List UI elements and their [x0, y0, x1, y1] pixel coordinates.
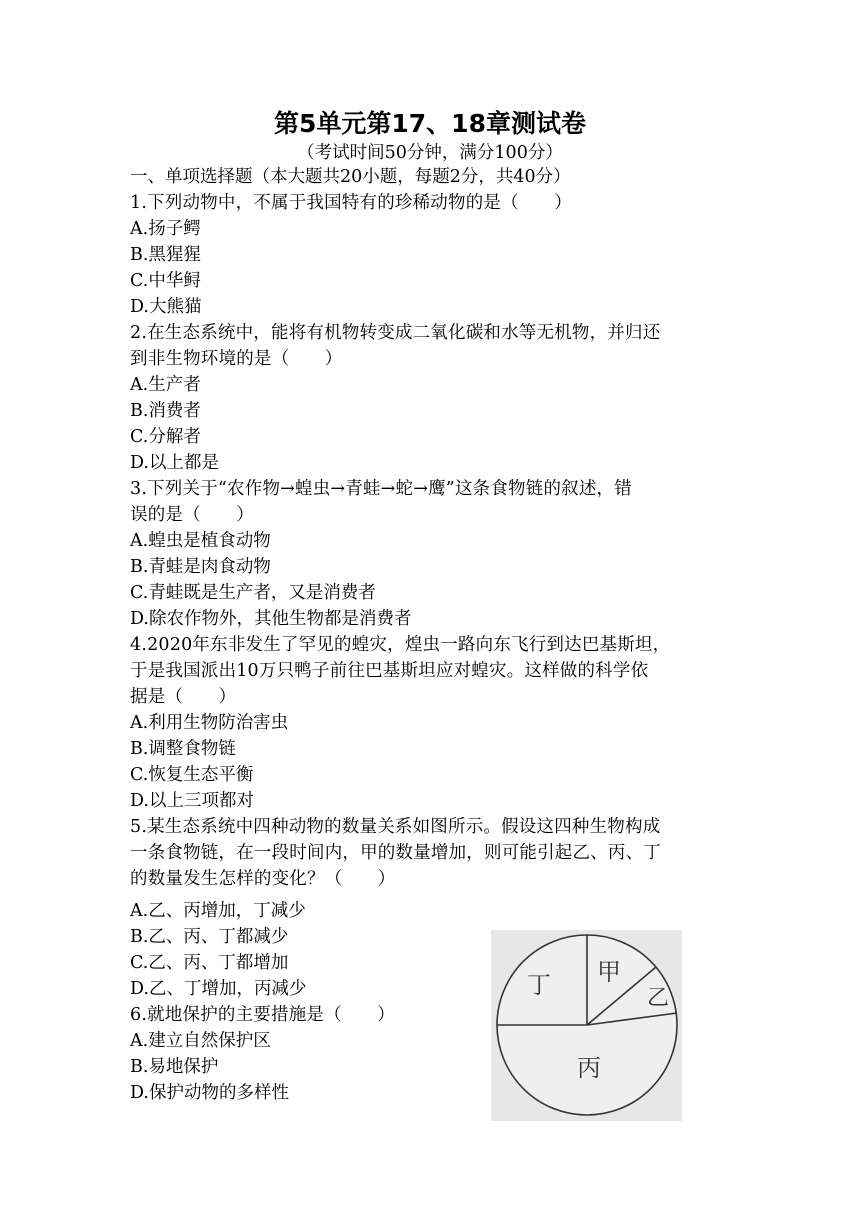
question-4-option-b: B.调整食物链: [130, 739, 236, 759]
question-2-stem-line-2: 到非生物环境的是（ ）: [130, 349, 343, 369]
question-2-option-d: D.以上都是: [130, 453, 219, 473]
question-6-option-d: D.保护动物的多样性: [130, 1083, 289, 1103]
question-3-option-a: A.蝗虫是植食动物: [130, 531, 271, 551]
question-3-option-d: D.除农作物外，其他生物都是消费者: [130, 609, 412, 629]
question-4-option-a: A.利用生物防治害虫: [130, 713, 289, 733]
section-heading: 一、单项选择题（本大题共20小题，每题2分，共40分）: [130, 167, 571, 187]
question-2-stem-line-1: 2.在生态系统中，能将有机物转变成二氧化碳和水等无机物，并归还: [130, 323, 661, 343]
question-3-stem-line-1: 3.下列关于“农作物→蝗虫→青蛙→蛇→鹰”这条食物链的叙述，错: [130, 479, 632, 499]
question-5-option-c: C.乙、丙、丁都增加: [130, 953, 289, 973]
question-6-option-a: A.建立自然保护区: [130, 1031, 271, 1051]
question-3-option-c: C.青蛙既是生产者，又是消费者: [130, 583, 376, 603]
question-2-option-a: A.生产者: [130, 375, 201, 395]
question-4-option-c: C.恢复生态平衡: [130, 765, 254, 785]
question-1-option-a: A.扬子鳄: [130, 219, 201, 239]
population-pie-figure: [491, 930, 682, 1121]
pie-label-bing: 丙: [577, 1054, 601, 1082]
question-1-stem: 1.下列动物中，不属于我国特有的珍稀动物的是（ ）: [130, 193, 572, 213]
question-5-option-b: B.乙、丙、丁都减少: [130, 927, 289, 947]
question-2-option-b: B.消费者: [130, 401, 201, 421]
question-5-option-a: A.乙、丙增加，丁减少: [130, 901, 306, 921]
question-5-stem-line-2: 一条食物链，在一段时间内，甲的数量增加，则可能引起乙、丙、丁: [130, 843, 661, 863]
question-4-option-d: D.以上三项都对: [130, 791, 254, 811]
question-5-stem-line-1: 5.某生态系统中四种动物的数量关系如图所示。假设这四种生物构成: [130, 817, 661, 837]
question-3-option-b: B.青蛙是肉食动物: [130, 557, 271, 577]
question-4-stem-line-1: 4.2020年东非发生了罕见的蝗灾，煌虫一路向东飞行到达巴基斯坦，: [130, 635, 671, 655]
question-3-stem-line-2: 误的是（ ）: [130, 505, 254, 525]
pie-label-yi: 乙: [646, 986, 670, 1011]
question-5-option-d: D.乙、丁增加，丙减少: [130, 979, 307, 999]
question-4-stem-line-2: 于是我国派出10万只鸭子前往巴基斯坦应对蝗灾。这样做的科学依: [130, 661, 649, 681]
question-5-stem-line-3: 的数量发生怎样的变化？（ ）: [130, 869, 396, 889]
question-1-option-d: D.大熊猫: [130, 297, 202, 317]
page-title: 第5单元第17、18章测试卷: [274, 109, 586, 138]
pie-label-jia: 甲: [597, 958, 621, 986]
question-6-stem: 6.就地保护的主要措施是（ ）: [130, 1005, 395, 1025]
question-4-stem-line-3: 据是（ ）: [130, 687, 237, 707]
question-2-option-c: C.分解者: [130, 427, 201, 447]
question-6-option-b: B.易地保护: [130, 1057, 219, 1077]
question-1-option-b: B.黑猩猩: [130, 245, 201, 265]
pie-label-ding: 丁: [527, 971, 551, 999]
exam-info: （考试时间50分钟，满分100分）: [297, 143, 563, 163]
pie-diagram: [491, 930, 682, 1121]
question-1-option-c: C.中华鲟: [130, 271, 201, 291]
